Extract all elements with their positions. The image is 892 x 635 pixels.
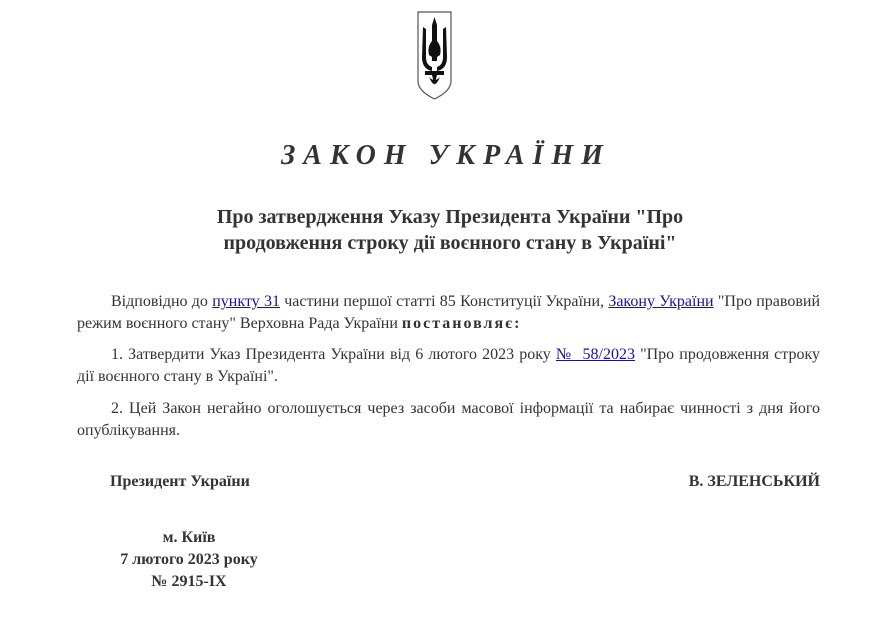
martial-law-act-link[interactable]: Закону України <box>608 293 714 310</box>
law-kind-heading: ЗАКОН УКРАЇНИ <box>281 140 611 171</box>
constitution-point-link[interactable]: пункту 31 <box>212 293 280 310</box>
item-1-paragraph <box>77 344 820 388</box>
law-title <box>140 204 760 256</box>
law-title-line1: Про затвердження Указу Президента України "Про <box>216 206 684 228</box>
resolves-word: постановляє: <box>401 315 522 332</box>
trident-icon <box>416 11 453 100</box>
item-2-paragraph: 2. Цей Закон негайно оголошується через засоби масової інформації та набирає чинності з дня його опублікування. <box>77 400 820 439</box>
preamble-text-3: "Про правовий режим воєнного стану" Верховна Рада України <box>77 293 821 332</box>
signature-name: В. ЗЕЛЕНСЬКИЙ <box>688 473 820 490</box>
decree-number-link[interactable]: № 58/2023 <box>555 346 635 363</box>
preamble-text-1: Відповідно до <box>111 293 213 310</box>
preamble-paragraph <box>77 291 820 335</box>
place-date-number-block <box>89 527 289 593</box>
signature-position: Президент України <box>110 473 250 490</box>
date-of-signing: 7 лютого 2023 року <box>120 551 258 568</box>
item-1-text-2: "Про продовження строку дії воєнного стану в Україні". <box>77 346 821 385</box>
preamble-text-2: частини першої статті 85 Конституції України, <box>279 293 609 310</box>
place-of-signing: м. Київ <box>162 529 216 546</box>
coat-of-arms-emblem <box>416 11 453 100</box>
item-1-text-1: 1. Затвердити Указ Президента України від 6 лютого 2023 року <box>111 346 556 363</box>
law-number: № 2915-IX <box>151 573 227 590</box>
law-title-line2: продовження строку дії воєнного стану в Україні" <box>223 232 677 254</box>
